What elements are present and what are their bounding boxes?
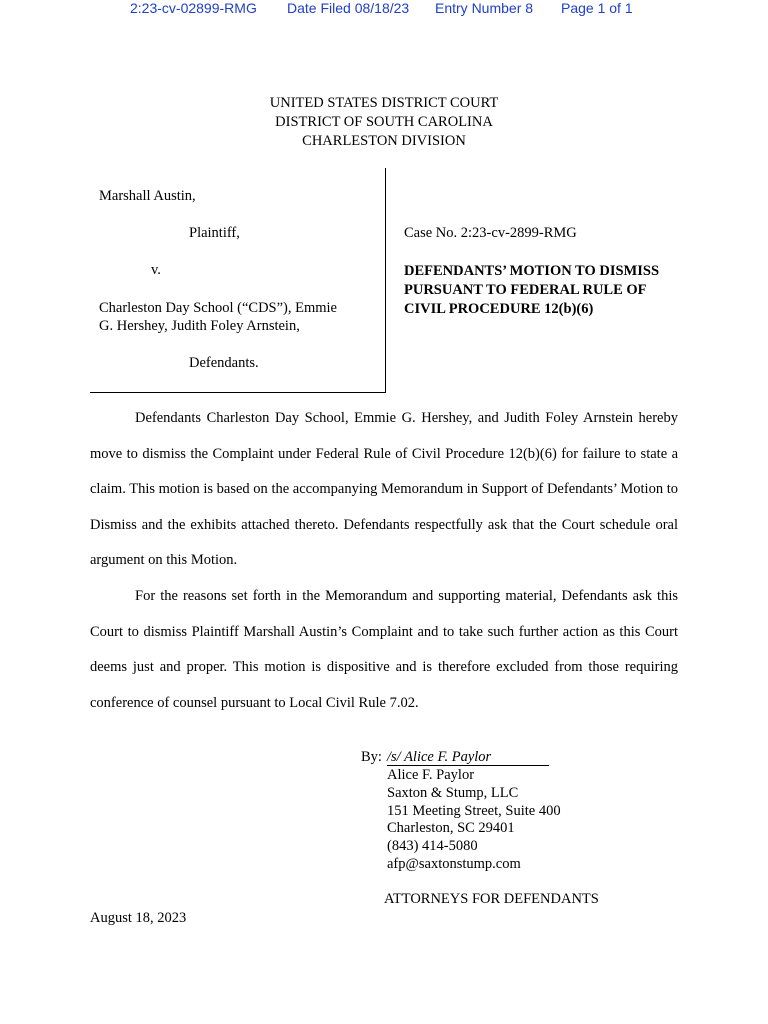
motion-title-line-3: CIVIL PROCEDURE 12(b)(6) bbox=[404, 301, 594, 317]
motion-title-line-2: PURSUANT TO FEDERAL RULE OF bbox=[404, 282, 647, 298]
case-number: Case No. 2:23-cv-2899-RMG bbox=[404, 225, 577, 241]
phone-number: (843) 414-5080 bbox=[387, 838, 478, 855]
body-paragraph-2: For the reasons set forth in the Memorandum and supporting material, Defendants ask this Court to dismiss Plaintiff Marshall Austin’s Complaint and to take such further action as this Court deems just and proper. This motion is dispositive and is therefore excluded from those requiring conference of counsel pursuant to Local Civil Rule 7.02. bbox=[90, 588, 678, 711]
defendants-line-2: G. Hershey, Judith Foley Arnstein, bbox=[99, 318, 300, 334]
attorneys-for-label: ATTORNEYS FOR DEFENDANTS bbox=[384, 891, 599, 907]
court-division: CHARLESTON DIVISION bbox=[302, 133, 466, 149]
plaintiff-name: Marshall Austin, bbox=[99, 188, 196, 204]
signature-by-label: By: bbox=[361, 749, 382, 765]
filing-date: August 18, 2023 bbox=[90, 910, 187, 926]
attorney-name: Alice F. Paylor bbox=[387, 767, 475, 783]
law-firm: Saxton & Stump, LLC bbox=[387, 784, 519, 801]
versus: v. bbox=[151, 262, 161, 278]
court-district: DISTRICT OF SOUTH CAROLINA bbox=[275, 114, 493, 130]
entry-number-header: Entry Number 8 bbox=[435, 0, 534, 16]
plaintiff-role: Plaintiff, bbox=[189, 225, 240, 241]
signature-line bbox=[387, 749, 549, 766]
signature-details bbox=[387, 767, 561, 874]
email-address[interactable]: afp@saxtonstump.com bbox=[387, 855, 521, 872]
city-state-zip: Charleston, SC 29401 bbox=[387, 820, 515, 837]
page-number-header: Page 1 of 1 bbox=[561, 0, 633, 16]
caption-divider-horizontal bbox=[90, 392, 386, 393]
caption-divider-vertical bbox=[385, 168, 386, 393]
defendants-role: Defendants. bbox=[189, 355, 259, 371]
street-address: 151 Meeting Street, Suite 400 bbox=[387, 802, 561, 819]
defendants-line-1: Charleston Day School (“CDS”), Emmie bbox=[99, 300, 337, 316]
signed-name: /s/ Alice F. Paylor bbox=[387, 749, 549, 766]
court-name: UNITED STATES DISTRICT COURT bbox=[269, 95, 499, 111]
body-paragraph-1: Defendants Charleston Day School, Emmie G. Hershey, and Judith Foley Arnstein hereby move to dismiss the Complaint under Federal Rule of Civil Procedure 12(b)(6) for failure to state a claim. This motion is based on the accompanying Memorandum in Support of Defendants’ Motion to Dismiss and the exhibits attached thereto. Defendants respectfully ask that the Court schedule oral argument on this Motion. bbox=[90, 410, 678, 569]
motion-title-line-1: DEFENDANTS’ MOTION TO DISMISS bbox=[404, 263, 660, 279]
date-filed-header: Date Filed 08/18/23 bbox=[287, 0, 410, 16]
case-number-header: 2:23-cv-02899-RMG bbox=[130, 0, 257, 16]
